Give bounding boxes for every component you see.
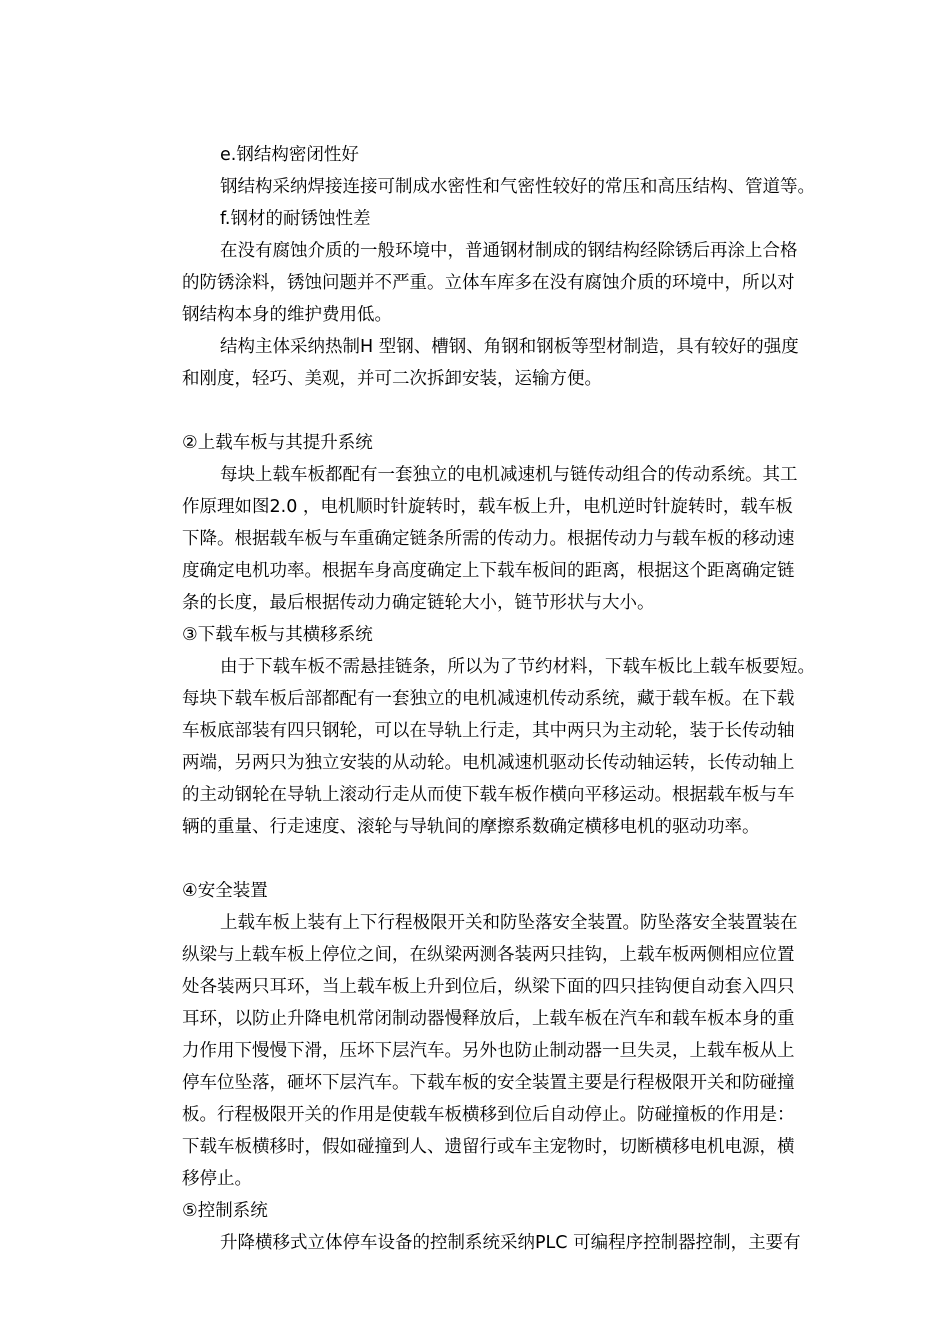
text-line: 钢结构本身的维护费用低。 bbox=[182, 305, 392, 325]
text-line: 下载车板横移时，假如碰撞到人、遗留行或车主宠物时，切断横移电机电源，横 bbox=[182, 1137, 795, 1157]
text-line: 纵梁与上载车板上停位之间，在纵梁两测各装两只挂钩，上载车板两侧相应位置 bbox=[182, 945, 795, 965]
paragraph-sealing: 钢结构采纳焊接连接可制成水密性和气密性较好的常压和高压结构、管道等。 bbox=[220, 177, 815, 197]
text-line: 由于下载车板不需悬挂链条，所以为了节约材料，下载车板比上载车板要短。 bbox=[220, 657, 815, 677]
text-line: 停车位坠落，砸坏下层汽车。下载车板的安全装置主要是行程极限开关和防碰撞 bbox=[182, 1073, 795, 1093]
paragraph-safety bbox=[182, 907, 862, 1195]
text-line: 辆的重量、行走速度、滚轮与导轨间的摩擦系数确定横移电机的驱动功率。 bbox=[182, 817, 760, 837]
text-line: 两端，另两只为独立安装的从动轮。电机减速机驱动长传动轴运转，长传动轴上 bbox=[182, 753, 795, 773]
paragraph-corrosion bbox=[182, 235, 862, 331]
text-line: 的主动钢轮在导轨上滚动行走从而使下载车板作横向平移运动。根据载车板与车 bbox=[182, 785, 795, 805]
text-line: 结构主体采纳热制H 型钢、槽钢、角钢和钢板等型材制造，具有较好的强度 bbox=[220, 337, 799, 357]
blank-line bbox=[182, 395, 862, 427]
text-line: 耳环，以防止升降电机常闭制动器慢释放后，上载车板在汽车和载车板本身的重 bbox=[182, 1009, 795, 1029]
text-line: 移停止。 bbox=[182, 1169, 252, 1189]
text-line: 上载车板上装有上下行程极限开关和防坠落安全装置。防坠落安全装置装在 bbox=[220, 913, 798, 933]
document-page bbox=[182, 139, 862, 1259]
heading-upper-board: ②上载车板与其提升系统 bbox=[182, 433, 373, 453]
text-line: 下降。根据载车板与车重确定链条所需的传动力。根据传动力与载车板的移动速 bbox=[182, 529, 795, 549]
paragraph-upper-board bbox=[182, 459, 862, 619]
text-line: 和刚度，轻巧、美观，并可二次拆卸安装，运输方便。 bbox=[182, 369, 602, 389]
paragraph-lower-board bbox=[182, 651, 862, 843]
text-line: 每块上载车板都配有一套独立的电机减速机与链传动组合的传动系统。其工 bbox=[220, 465, 798, 485]
text-line: 升降横移式立体停车设备的控制系统采纳PLC 可编程序控制器控制，主要有 bbox=[220, 1233, 801, 1253]
heading-lower-board: ③下载车板与其横移系统 bbox=[182, 625, 373, 645]
text-line: 的防锈涂料，锈蚀问题并不严重。立体车库多在没有腐蚀介质的环境中，所以对 bbox=[182, 273, 795, 293]
heading-f-corrosion: f.钢材的耐锈蚀性差 bbox=[220, 209, 371, 229]
text-line: 在没有腐蚀介质的一般环境中，普通钢材制成的钢结构经除锈后再涂上合格 bbox=[220, 241, 798, 261]
text-line: 条的长度，最后根据传动力确定链轮大小，链节形状与大小。 bbox=[182, 593, 655, 613]
blank-line bbox=[182, 843, 862, 875]
text-line: 车板底部装有四只钢轮，可以在导轨上行走，其中两只为主动轮，装于长传动轴 bbox=[182, 721, 795, 741]
text-line: 处各装两只耳环，当上载车板上升到位后，纵梁下面的四只挂钩便自动套入四只 bbox=[182, 977, 795, 997]
paragraph-structure bbox=[182, 331, 862, 395]
text-line: 力作用下慢慢下滑，压坏下层汽车。另外也防止制动器一旦失灵，上载车板从上 bbox=[182, 1041, 795, 1061]
text-line: 度确定电机功率。根据车身高度确定上下载车板间的距离，根据这个距离确定链 bbox=[182, 561, 795, 581]
heading-e-sealing: e.钢结构密闭性好 bbox=[220, 145, 359, 165]
heading-safety: ④安全装置 bbox=[182, 881, 268, 901]
text-line: 每块下载车板后部都配有一套独立的电机减速机传动系统，藏于载车板。在下载 bbox=[182, 689, 795, 709]
text-line: 作原理如图2.0 ，电机顺时针旋转时，载车板上升，电机逆时针旋转时，载车板 bbox=[182, 497, 793, 517]
text-line: 板。行程极限开关的作用是使载车板横移到位后自动停止。防碰撞板的作用是： bbox=[182, 1105, 795, 1125]
paragraph-control bbox=[182, 1227, 862, 1259]
heading-control: ⑤控制系统 bbox=[182, 1201, 268, 1221]
